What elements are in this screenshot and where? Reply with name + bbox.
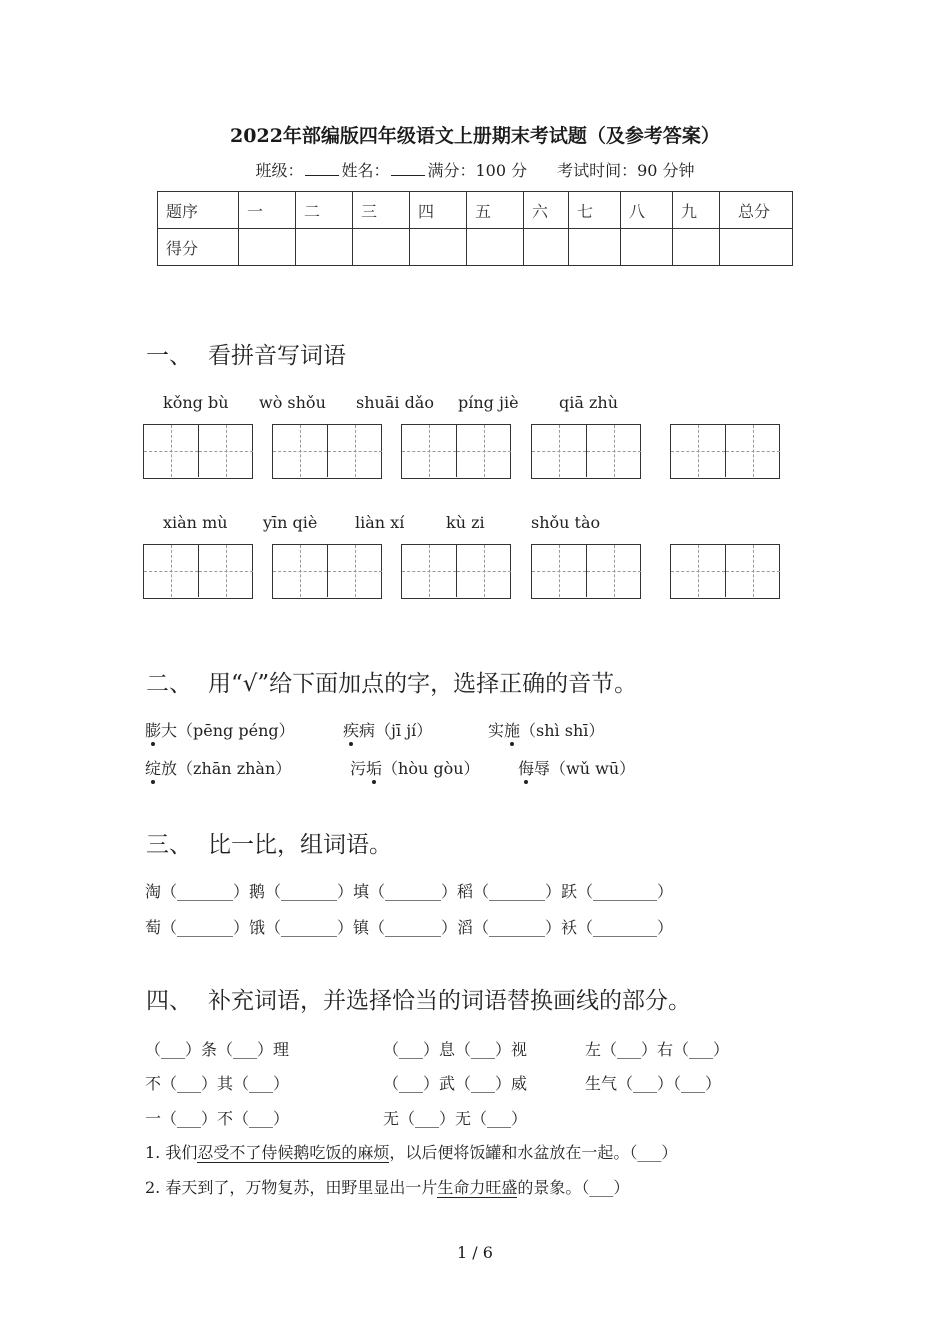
score-cell[interactable] [467, 229, 524, 266]
pinyin-label: kǒng bù [163, 393, 229, 412]
idiom-fill[interactable]: 左（___）右（___） [585, 1040, 730, 1059]
score-cell[interactable] [239, 229, 296, 266]
page-number: 1 / 6 [457, 1243, 493, 1262]
pinyin-options: （shì shī） [520, 721, 605, 740]
dotted-char: 侮 [518, 756, 534, 779]
name-blank[interactable] [391, 161, 425, 176]
full-score: 满分：100 分 [427, 161, 528, 180]
idiom-fill[interactable]: 一（___）不（___） [145, 1109, 290, 1128]
pinyin-label: kù zi [446, 513, 485, 532]
score-cell[interactable] [524, 229, 569, 266]
pronunciation-item[interactable] [518, 756, 635, 779]
section1-number: 一、 [146, 343, 192, 369]
dotted-char: 施 [504, 718, 520, 741]
pinyin-label: qiā zhù [559, 393, 619, 412]
compare-row[interactable]: 萄（_______）饿（_______）镇（_______）滔（_______）袄（________） [145, 918, 674, 937]
sentence-text: 1. 我们 [145, 1143, 198, 1162]
section2-number: 二、 [146, 671, 192, 697]
writing-grid[interactable] [670, 544, 780, 599]
writing-grid[interactable] [272, 424, 382, 479]
sentence-text: ，以后便将饭罐和水盆放在一起。（___） [389, 1143, 678, 1162]
writing-grid[interactable] [143, 544, 253, 599]
pronunciation-item[interactable] [488, 718, 604, 741]
pinyin-label: shuāi dǎo [356, 393, 434, 412]
score-table-header-row [158, 192, 793, 229]
header-cell: 题序 [158, 192, 239, 229]
pinyin-options: （pēng péng） [177, 721, 295, 740]
header-cell: 六 [524, 192, 569, 229]
writing-grid[interactable] [531, 544, 641, 599]
header-cell: 五 [467, 192, 524, 229]
writing-grid[interactable] [401, 544, 511, 599]
pinyin-label: liàn xí [355, 513, 405, 532]
idiom-fill[interactable]: （___）武（___）威 [383, 1074, 528, 1093]
dotted-char: 绽 [145, 756, 161, 779]
word-rest: 大 [161, 721, 178, 740]
score-cell[interactable] [296, 229, 353, 266]
score-cell[interactable] [410, 229, 467, 266]
word-rest: 辱 [534, 759, 551, 778]
word-rest: 病 [359, 721, 376, 740]
word-rest: 放 [161, 759, 178, 778]
sentence-text: 2. 春天到了，万物复苏，田野里显出一片 [145, 1178, 438, 1197]
section2-title: 用“√”给下面加点的字，选择正确的音节。 [208, 671, 638, 697]
pinyin-label: shǒu tào [531, 513, 601, 532]
exam-time: 考试时间：90 分钟 [557, 161, 695, 180]
sentence-text: 的景象。（___） [517, 1178, 630, 1197]
exam-info-line [0, 158, 950, 181]
header-cell: 七 [569, 192, 621, 229]
writing-grid[interactable] [401, 424, 511, 479]
score-row-label: 得分 [158, 229, 239, 266]
header-cell: 四 [410, 192, 467, 229]
name-label: 姓名： [341, 161, 390, 180]
header-cell: 一 [239, 192, 296, 229]
score-table [157, 191, 793, 266]
section1-title: 看拼音写词语 [208, 343, 346, 369]
section1-heading [146, 337, 346, 370]
section3-title: 比一比，组词语。 [208, 832, 392, 858]
section3-heading [146, 826, 392, 859]
pronunciation-item[interactable] [350, 756, 480, 779]
dotted-char: 垢 [366, 756, 382, 779]
pinyin-options: （hòu gòu） [382, 759, 480, 778]
class-blank[interactable] [305, 161, 339, 176]
compare-row[interactable]: 淘（_______）鹅（_______）填（_______）稻（_______）跃（________） [145, 882, 674, 901]
pronunciation-item[interactable] [343, 718, 432, 741]
pinyin-options: （jī jí） [375, 721, 433, 740]
pinyin-options: （zhān zhàn） [177, 759, 292, 778]
underlined-phrase: 生命力旺盛 [437, 1178, 518, 1197]
header-cell: 八 [621, 192, 673, 229]
underlined-phrase: 忍受不了侍候鹅吃饭的麻烦 [197, 1143, 390, 1162]
page-title: 2022年部编版四年级语文上册期末考试题（及参考答案） [230, 125, 720, 147]
score-cell[interactable] [720, 229, 793, 266]
pronunciation-item[interactable] [145, 718, 295, 741]
idiom-fill[interactable]: 生气（___）（___） [585, 1074, 722, 1093]
replace-sentence-1[interactable] [145, 1140, 677, 1163]
pronunciation-item[interactable] [145, 756, 291, 779]
word-rest: 污 [350, 759, 367, 778]
writing-grid[interactable] [670, 424, 780, 479]
score-table-score-row [158, 229, 793, 266]
pinyin-options: （wǔ wū） [550, 759, 636, 778]
score-cell[interactable] [569, 229, 621, 266]
idiom-fill[interactable]: （___）条（___）理 [145, 1040, 290, 1059]
section3-number: 三、 [146, 832, 192, 858]
header-cell: 九 [673, 192, 720, 229]
class-label: 班级： [255, 161, 304, 180]
pinyin-label: xiàn mù [163, 513, 228, 532]
pinyin-label: wò shǒu [259, 393, 326, 412]
dotted-char: 膨 [145, 718, 161, 741]
writing-grid[interactable] [143, 424, 253, 479]
word-rest: 实 [488, 721, 505, 740]
score-cell[interactable] [353, 229, 410, 266]
score-cell[interactable] [673, 229, 720, 266]
idiom-fill[interactable]: 不（___）其（___） [145, 1074, 290, 1093]
header-cell: 二 [296, 192, 353, 229]
header-cell: 三 [353, 192, 410, 229]
pinyin-label: píng jiè [458, 393, 519, 412]
writing-grid[interactable] [272, 544, 382, 599]
writing-grid[interactable] [531, 424, 641, 479]
idiom-fill[interactable]: （___）息（___）视 [383, 1040, 528, 1059]
section4-title: 补充词语，并选择恰当的词语替换画线的部分。 [208, 988, 691, 1014]
header-cell: 总分 [720, 192, 793, 229]
idiom-fill[interactable]: 无（___）无（___） [383, 1109, 528, 1128]
dotted-char: 疾 [343, 718, 359, 741]
section4-number: 四、 [146, 988, 192, 1014]
section4-heading [146, 982, 691, 1015]
score-cell[interactable] [621, 229, 673, 266]
replace-sentence-2[interactable] [145, 1175, 629, 1198]
pinyin-label: yīn qiè [263, 513, 318, 532]
section2-heading [146, 665, 637, 698]
